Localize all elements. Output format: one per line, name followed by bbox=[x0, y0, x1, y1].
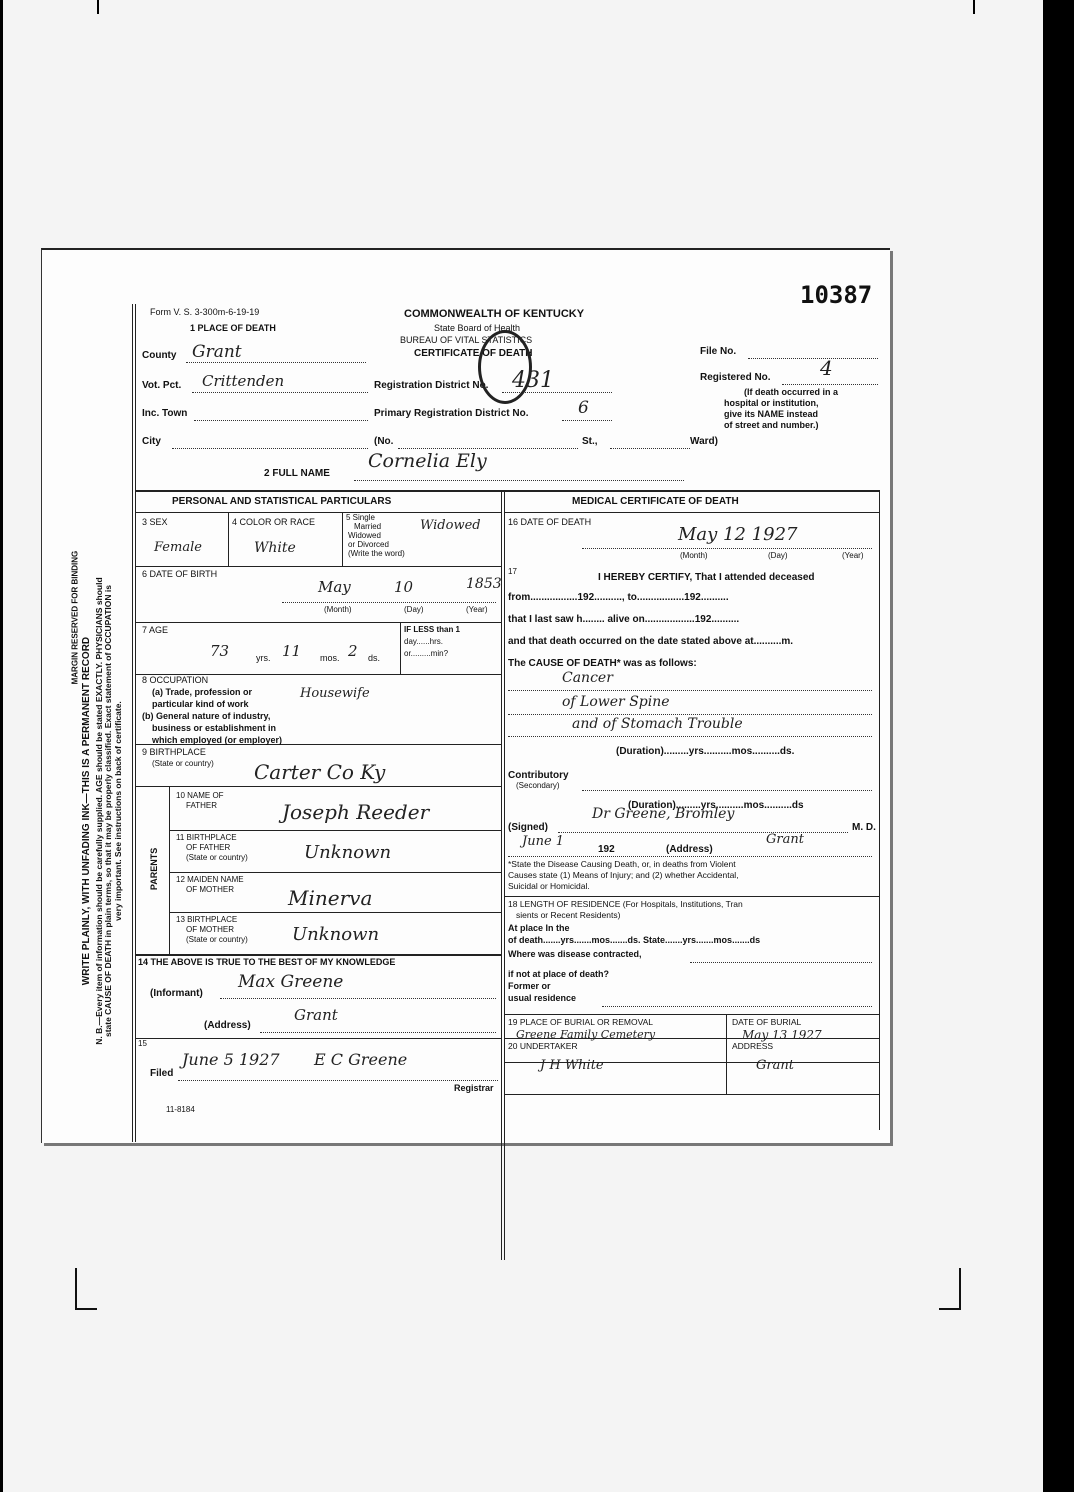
sex-value: Female bbox=[154, 540, 202, 555]
mother-birthplace-value: Unknown bbox=[292, 924, 380, 945]
birthplace-value: Carter Co Ky bbox=[254, 760, 386, 784]
mother-name-value: Minerva bbox=[288, 886, 373, 910]
personal-heading: PERSONAL AND STATISTICAL PARTICULARS bbox=[172, 496, 392, 507]
death-certificate: 10387 MARGIN RESERVED FOR BINDING WRITE PLAINLY, WITH UNFADING INK—THIS IS A PERMANENT RECORD N. B.—Every item of information should be carefully supplied. AGE should be stated EXACTLY. PHYSICIANS should state CAUSE OF DEATH in plain terms, so that it may be properly classified. Exact statement of OCCUPATION is very important. See instructions on back of certificate. Form V. S. 3-300m-6-19-19 1 PLACE OF DEATH COMMONWEALTH OF KENTUCKY State Board of Health BUREAU OF VITAL STATISTICS CERTIFICATE OF DEATH County Grant Vot. Pct. Crittenden Inc. Town City Registration District No. 431 Primary Registration District No. 6 (No. St., Ward) File No. Registered No. 4 (If death occurred in a hospital or institution, give its NAME instead of street and number.) 2 FULL NAME Cornelia Ely PERSONAL AND STATISTICAL PARTICULARS 3 SEX Female 4 COLOR OR RACE White 5 Single Married Widowed or Divorced (Write the word) Widowed 6 DATE OF BIRTH May 10 1853 (Month) (Day) (Year) 7 AGE 73 yrs. 11 mos. 2 ds. IF LESS than 1 day......hrs. or.........min? 8 OCCUPATION (a) Trade, profession or particular kind of work Housewife (b) General nature of industry, business or establishment in which employed (or employer) 9 BIRTHPLACE (State or country) Carter Co Ky PARENTS 10 NAME OF FATHER Joseph Reeder 11 BIRTHPLACE OF FATHER (State or country) Unknown 12 MAIDEN NAME OF MOTHER Minerva 13 BIRTHPLACE OF MOTHER (State or country) Unknown 14 THE ABOVE IS TRUE TO THE BEST OF MY KNOWLEDGE (Informant) Max Greene (Address) Grant 15 Filed June 5 1927 E C Greene Registrar 11-8184 MEDICAL CERTIFICATE OF DEATH 16 DATE OF DEATH May 12 1927 (Month) (Day) (Year) 17 I HEREBY CERTIFY, That I attended deceased from.................192.........., to.................192.......... that I last saw h........ alive on..................192.......... and that death occurred on the date stated above at..........m. The CAUSE OF DEATH* was as follows: Cancer of Lower Spine and of Stomach Trouble (Duration).........yrs..........mos..........ds. Contributory (Secondary) (Duration).........yrs..........mos..........ds (Signed) Dr Greene, Bromley M. D. June 1 192 (Address) Grant *State the Disease Causing Death, or, in deaths from Violent Causes state (1) Means of Injury; and (2) whether Accidental, Suicidal or Homicidal. 18 LENGTH OF RESIDENCE (For Hospitals, Institutions, Tran sients or Recent Residents) At place In the of death.......yrs.......mos.......ds. State.......yrs.......mos.......ds Where was disease contracted, if not at place of death? Former or usual residence 19 PLACE OF BURIAL OR REMOVAL Greene Family Cemetery DATE OF BURIAL May 13 1927 20 UNDERTAKER J H White ADDRESS Grant bbox=[41, 248, 890, 1143]
bureau: BUREAU OF VITAL STATISTICS bbox=[400, 335, 533, 345]
primary-district-value: 6 bbox=[578, 398, 589, 418]
race-value: White bbox=[254, 540, 296, 556]
form-number: Form V. S. 3-300m-6-19-19 bbox=[150, 307, 260, 317]
registered-value: 4 bbox=[820, 356, 833, 380]
certificate-of-death: CERTIFICATE OF DEATH bbox=[414, 348, 533, 359]
cause-line-3: and of Stomach Trouble bbox=[572, 716, 743, 732]
vot-value: Crittenden bbox=[202, 372, 285, 390]
marital-value: Widowed bbox=[420, 518, 481, 533]
father-name-value: Joseph Reeder bbox=[282, 800, 430, 824]
crop-mark-left bbox=[75, 1268, 97, 1310]
serial-number: 10387 bbox=[800, 281, 873, 309]
undertaker-value: J H White bbox=[540, 1058, 604, 1073]
signed-date-value: June 1 bbox=[522, 834, 565, 849]
informant-address-value: Grant bbox=[294, 1006, 338, 1024]
side-instructions: WRITE PLAINLY, WITH UNFADING INK—THIS IS A PERMANENT RECORD N. B.—Every item of information should be carefully supplied. AGE should be stated EXACTLY. PHYSICIANS should state CAUSE OF DEATH in plain terms, so that it may be properly classified. Exact statement of OCCUPATION is very important. See instructions on back of certificate. bbox=[80, 577, 123, 1045]
registration-stamp bbox=[478, 330, 532, 404]
cause-line-1: Cancer bbox=[562, 670, 613, 686]
physician-address-value: Grant bbox=[766, 832, 804, 847]
dob-month: May bbox=[318, 578, 351, 596]
occupation-value: Housewife bbox=[300, 686, 370, 701]
form-footer: 11-8184 bbox=[166, 1105, 195, 1114]
filed-date-value: June 5 1927 bbox=[182, 1050, 280, 1069]
physician-signature: Dr Greene, Bromley bbox=[592, 806, 735, 822]
burial-place-value: Greene Family Cemetery bbox=[516, 1028, 656, 1041]
crop-mark-right bbox=[939, 1268, 961, 1310]
full-name-value: Cornelia Ely bbox=[368, 450, 487, 472]
age-days: 2 bbox=[348, 642, 358, 660]
dob-day: 10 bbox=[394, 578, 414, 596]
date-of-death-value: May 12 1927 bbox=[678, 524, 798, 545]
cause-line-2: of Lower Spine bbox=[562, 694, 670, 710]
dob-year: 1853 bbox=[466, 576, 502, 592]
parents-label: PARENTS bbox=[149, 847, 160, 891]
place-of-death-heading: 1 PLACE OF DEATH bbox=[190, 323, 276, 333]
certificate-title: COMMONWEALTH OF KENTUCKY bbox=[404, 308, 585, 320]
registrar-value: E C Greene bbox=[314, 1050, 408, 1069]
scan-page bbox=[3, 0, 1043, 1492]
undertaker-address-value: Grant bbox=[756, 1058, 794, 1073]
informant-value: Max Greene bbox=[238, 972, 344, 992]
state-board: State Board of Health bbox=[434, 323, 521, 333]
father-birthplace-value: Unknown bbox=[304, 842, 392, 863]
county-value: Grant bbox=[192, 342, 242, 362]
burial-date-value: May 13 1927 bbox=[742, 1028, 822, 1042]
age-months: 11 bbox=[282, 642, 302, 660]
reg-district-value: 431 bbox=[512, 368, 554, 393]
age-years: 73 bbox=[210, 642, 230, 660]
medical-heading: MEDICAL CERTIFICATE OF DEATH bbox=[572, 496, 739, 507]
